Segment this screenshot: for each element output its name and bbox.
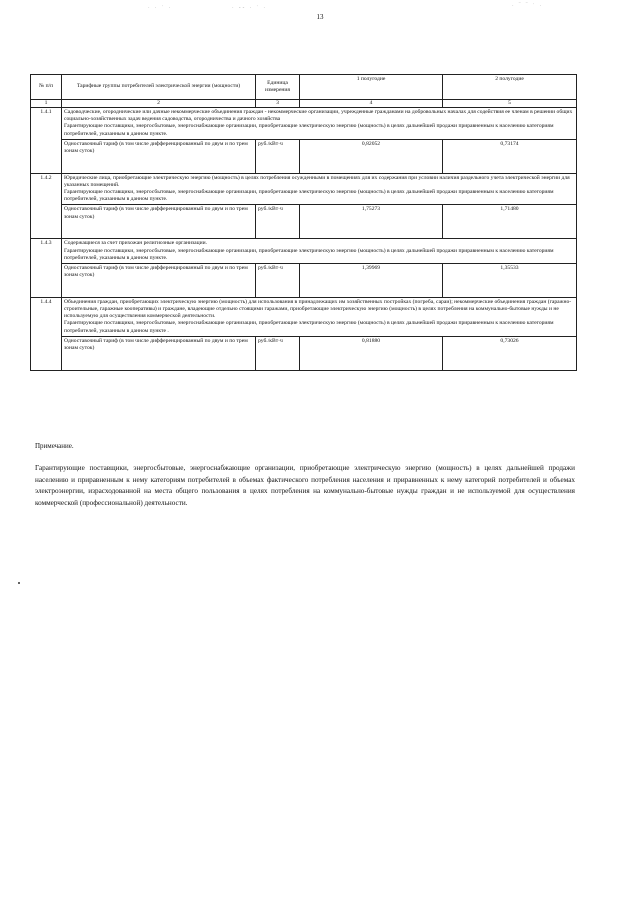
col-number: 5 <box>443 100 577 108</box>
header-h2: 2 полугодие <box>443 75 577 100</box>
tariff-table <box>30 74 577 371</box>
col-number: 4 <box>300 100 443 108</box>
col-number: 1 <box>31 100 62 108</box>
column-number-row <box>31 100 577 108</box>
header-h1: 1 полугодие <box>300 75 443 100</box>
section-number: 1.4.3 <box>31 239 62 297</box>
scan-artifact-right: · ‾ ‾ ˙ · <box>512 4 544 9</box>
section-desc-row <box>31 108 577 140</box>
section-desc-row <box>31 297 577 336</box>
tariff-value-h1: 0,81880 <box>300 336 443 370</box>
tariff-unit: руб./кВт·ч <box>256 336 300 370</box>
note-title: Примечание. <box>35 442 74 450</box>
tariff-value-h1: 1,39969 <box>300 263 443 297</box>
section-number: 1.4.2 <box>31 173 62 239</box>
tariff-row <box>31 336 577 370</box>
col-number: 3 <box>256 100 300 108</box>
section-description: Юридические лица, приобретающие электрическую энергию (мощность) в целях потребления осужденными в помещениях для их содержания при условии наличия раздельного учета электрической энергии для указанных помещений. Гарантирующие поставщики, энергосбытовые, энергоснабжающие организации, приобретающие электрическую энергию (мощность) в целях дальнейшей продажи приравненным к населению категориям потребителей, указанным в данном пункте. <box>62 173 577 205</box>
tariff-name: Одноставочный тариф (в том числе дифференцированный по двум и по трем зонам суток) <box>62 139 256 173</box>
tariff-value-h2: 1,71480 <box>443 205 577 239</box>
header-unit: Единица измерения <box>256 75 300 100</box>
tariff-name: Одноставочный тариф (в том числе дифференцированный по двум и по трем зонам суток) <box>62 263 256 297</box>
tariff-value-h2: 0,73174 <box>443 139 577 173</box>
tariff-name: Одноставочный тариф (в том числе дифференцированный по двум и по трем зонам суток) <box>62 336 256 370</box>
tariff-unit: руб./кВт·ч <box>256 139 300 173</box>
tariff-row <box>31 205 577 239</box>
section-number: 1.4.4 <box>31 297 62 370</box>
section-description: Объединения граждан, приобретающих электрическую энергию (мощность) для использования в принадлежащих им хозяйственных постройках (погреба, сараи); некоммерческие объединения граждан (гаражно-строительные, гаражные кооперативы) и граждане, владеющие отдельно стоящими гаражами, приобретающие электрическую энергию (мощность) в целях потребления на коммунально-бытовые нужды и не используемую для осуществления коммерческой деятельности. Гарантирующие поставщики, энергосбытовые, энергоснабжающие организации, приобретающие электрическую энергию (мощность) в целях дальнейшей продажи приравненным к населению категориям потребителей, указанным в данном пункте . <box>62 297 577 336</box>
tariff-value-h1: 1,75273 <box>300 205 443 239</box>
page-number: 13 <box>316 13 324 21</box>
header-no: № п/п <box>31 75 62 100</box>
scan-artifact-mid: · -- · ˙ · <box>232 6 267 11</box>
tariff-value-h2: 1,35533 <box>443 263 577 297</box>
section-description: Содержащиеся за счет прихожан религиозные организации. Гарантирующие поставщики, энергосбытовые, энергоснабжающие организации, приобретающие электрическую энергию (мощность) в целях дальнейшей продажи приравненным к населению категориям потребителей, указанным в данном пункте. <box>62 239 577 263</box>
section-desc-row <box>31 239 577 263</box>
section-description: Садоводческие, огороднические или дачные некоммерческие объединения граждан - некоммерческие организации, учрежденные гражданами на добровольных началах для содействия ее членам в решении общих социально-хозяйственных задач ведения садоводства, огородничества и дачного хозяйства Гарантирующие поставщики, энергосбытовые, энергоснабжающие организации, приобретающие электрическую энергию (мощность) в целях дальнейшей продажи приравненным к населению категориям потребителей, указанным в данном пункте. <box>62 108 577 140</box>
tariff-name: Одноставочный тариф (в том числе дифференцированный по двум и по трем зонам суток) <box>62 205 256 239</box>
col-number: 2 <box>62 100 256 108</box>
tariff-row <box>31 139 577 173</box>
tariff-value-h1: 0,82052 <box>300 139 443 173</box>
tariff-unit: руб./кВт·ч <box>256 263 300 297</box>
section-number: 1.4.1 <box>31 108 62 174</box>
header-group: Тарифные группы потребителей электрической энергии (мощности) <box>62 75 256 100</box>
table-header-row <box>31 75 577 100</box>
tariff-unit: руб./кВт·ч <box>256 205 300 239</box>
section-desc-row <box>31 173 577 205</box>
scan-artifact-left: · · ˙ · <box>148 6 173 11</box>
scan-speck <box>18 582 20 584</box>
note-text: Гарантирующие поставщики, энергосбытовые, энергоснабжающие организации, приобретающие электрическую энергию (мощность) в целях дальнейшей продажи населению и приравненным к нему категориям потребителей в объемах фактического потребления населения и приравненных к нему категорий потребителей и объемах электроэнергии, израсходованной на места общего пользования в целях потребления на коммунально-бытовые нужды граждан и не используемой для осуществления коммерческой (профессиональной) деятельности. <box>35 464 575 507</box>
tariff-value-h2: 0,73026 <box>443 336 577 370</box>
tariff-row <box>31 263 577 297</box>
